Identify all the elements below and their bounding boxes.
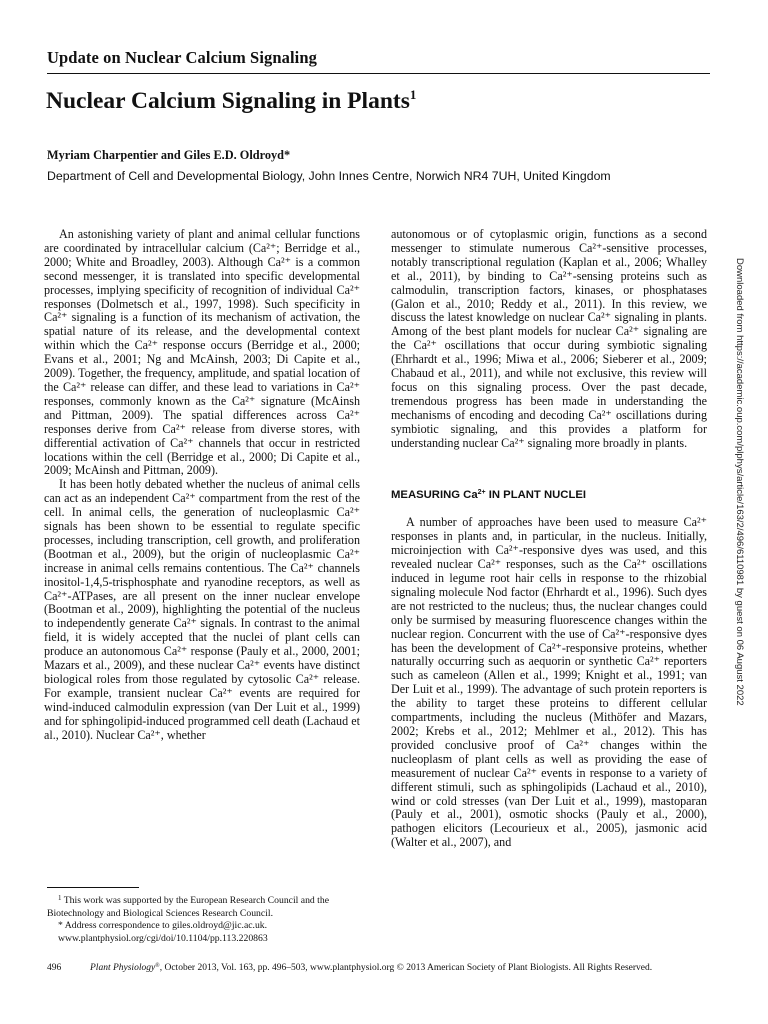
paragraph: It has been hotly debated whether the nucleus of animal cells can act as an independent Ca²⁺ compartment from the rest of the cell. In animal cells, the generation of nucleoplasmic Ca²⁺ signals has been shown to be essential to regulate specific processes, including transcription, cell growth, and proliferation (Bootman et al., 2009), but the origin of nucleoplasmic Ca²⁺ increase in animal cells remains contentious. The Ca²⁺ channels inositol-1,4,5-trisphosphate and ryanodine receptors, as well as Ca²⁺-ATPases, are all present on the inner nuclear envelope (Bootman et al., 2009), highlighting the potential of the nucleus to independently generate Ca²⁺ signals. In contrast to the animal field, it is widely accepted that the nuclei of plant cells can produce an autonomous Ca²⁺ response (Pauly et al., 2000, 2001; Mazars et al., 2009), and these nuclear Ca²⁺ events have distinct biological roles from those regulated by cytosolic Ca²⁺ release. For example, transient nuclear Ca²⁺ events are required for wind-induced calmodulin expression (van Der Luit et al., 1999) and for sphingolipid-induced programmed cell death (Lachaud et al., 2010). Nuclear Ca²⁺, whether: [44, 477, 360, 742]
section-heading: MEASURING $Ca^{2+}$ IN PLANT NUCLEI: [391, 488, 587, 501]
article-title: [46, 88, 416, 115]
right-column: [391, 228, 707, 850]
title-footnote-mark[interactable]: 1: [409, 87, 417, 102]
paragraph: An astonishing variety of plant and animal cellular functions are coordinated by intracellular calcium (Ca²⁺; Berridge et al., 2000; White and Broadley, 2003). Although Ca²⁺ is a common second messenger, it is translated into specific developmental processes, implying specificity of recognition of individual Ca²⁺ responses (Dolmetsch et al., 1997, 1998). Such specificity in Ca²⁺ signaling is a function of its mechanism of activation, the spatial nature of its release, and the developmental context within which the Ca²⁺ response occurs (Berridge et al., 2000; Evans et al., 2001; Ng and McAinsh, 2003; Di Capite et al., 2009). Together, the frequency, amplitude, and spatial location of the Ca²⁺ release can differ, and these lead to variations in Ca²⁺ responses, commonly known as the Ca²⁺ signature (McAinsh and Pittman, 2009). The spatial differences across Ca²⁺ responses derive from Ca²⁺ release from diverse stores, with differential activation of Ca²⁺ channels that occur in restricted locations within the cell (Berridge et al., 2000; Di Capite et al., 2009; McAinsh and Pittman, 2009).: [44, 227, 360, 478]
footnotes: [47, 895, 365, 945]
page-footer: [47, 963, 710, 973]
footnote-funding: $^1$ This work was supported by the European Research Council and the Biotechnology and Biological Sciences Research Council.: [47, 894, 330, 919]
section-header: Update on Nuclear Calcium Signaling: [47, 48, 317, 67]
article-title-text: Nuclear Calcium Signaling in Plants: [46, 88, 410, 114]
footnote-doi-link[interactable]: www.plantphysiol.org/cgi/doi/10.1104/pp.113.220863: [58, 932, 268, 944]
download-watermark[interactable]: Downloaded from https://academic.oup.com/plphys/article/163/2/496/6110981 by guest on 06 August 2022: [734, 258, 745, 706]
paragraph: autonomous or of cytoplasmic origin, functions as a second messenger to stimulate numerous Ca²⁺-sensitive processes, notably transcriptional regulation (Kaplan et al., 2006; Whalley et al., 2011), by binding to Ca²⁺-sensing proteins such as calmodulin, transcription factors, kinases, or phosphatases (Galon et al., 2010; Reddy et al., 2011). In this review, we discuss the latest knowledge on nuclear Ca²⁺ signaling in plants. Among of the best plant models for nuclear Ca²⁺ signaling are the Ca²⁺ oscillations that occur during symbiotic signaling (Ehrhardt et al., 1996; Miwa et al., 2006; Sieberer et al., 2009; Chabaud et al., 2011), and while not exclusive, this review will focus on this signaling process. Over the past decade, tremendous progress has been made in understanding the mechanisms of encoding and decoding Ca²⁺ oscillations during symbiotic signaling, and this provides a platform for understanding nuclear Ca²⁺ signaling more broadly in plants.: [391, 227, 707, 450]
footnote-correspondence[interactable]: * Address correspondence to giles.oldroyd@jic.ac.uk.: [58, 920, 268, 932]
page-number: 496: [47, 963, 62, 973]
header-rule: [47, 73, 710, 74]
journal-name: Plant Physiology: [90, 963, 156, 973]
paragraph: A number of approaches have been used to measure Ca²⁺ responses in plants and, in particular, in the nucleus. Initially, microinjection with Ca²⁺-responsive dyes was used, and this revealed nuclear Ca²⁺ responses, such as the Ca²⁺ oscillations induced in legume root hair cells in response to the rhizobial signaling molecule Nod factor (Ehrhardt et al., 1996). Such dyes are not restricted to the nucleus; thus, the nuclear changes could only be surmised by measuring fluorescence changes within the nuclear region. Concurrent with the use of Ca²⁺-responsive dyes has been the development of Ca²⁺-responsive proteins, whether naturally occurring such as aequorin or synthetic Ca²⁺ reporters such as cameleon (Allen et al., 1999; Knight et al., 1991; van Der Luit et al., 1999). The advantage of such protein reporters is the ability to target these proteins to different cellular compartments, including the nucleus (Mithöfer and Mazars, 2002; Krebs et al., 2012; Mehlmer et al., 2012). This has provided conclusive proof of Ca²⁺ changes within the nucleoplasm of plant cells as well as providing the ease of measurement of nuclear Ca²⁺ events in response to a variety of different stimuli, such as sphingolipids (Lachaud et al., 2010), wind or cold stresses (van Der Luit et al., 1999), mastoparan (Pauly et al., 2001), osmotic shocks (Pauly et al., 2000), pathogen elicitors (Lecourieux et al., 2005), jasmonic acid (Walter et al., 2007), and: [391, 515, 707, 850]
author-list: Myriam Charpentier and Giles E.D. Oldroyd*: [47, 148, 291, 162]
registered-mark: ®: [155, 963, 160, 969]
footer-citation: , October 2013, Vol. 163, pp. 496–503, www.plantphysiol.org © 2013 American Society of Plant Biologists. All Rights Reserved.: [159, 963, 653, 973]
affiliation: Department of Cell and Developmental Biology, John Innes Centre, Norwich NR4 7UH, United Kingdom: [47, 169, 611, 183]
footnote-rule: [47, 887, 139, 888]
left-column: [44, 228, 360, 743]
